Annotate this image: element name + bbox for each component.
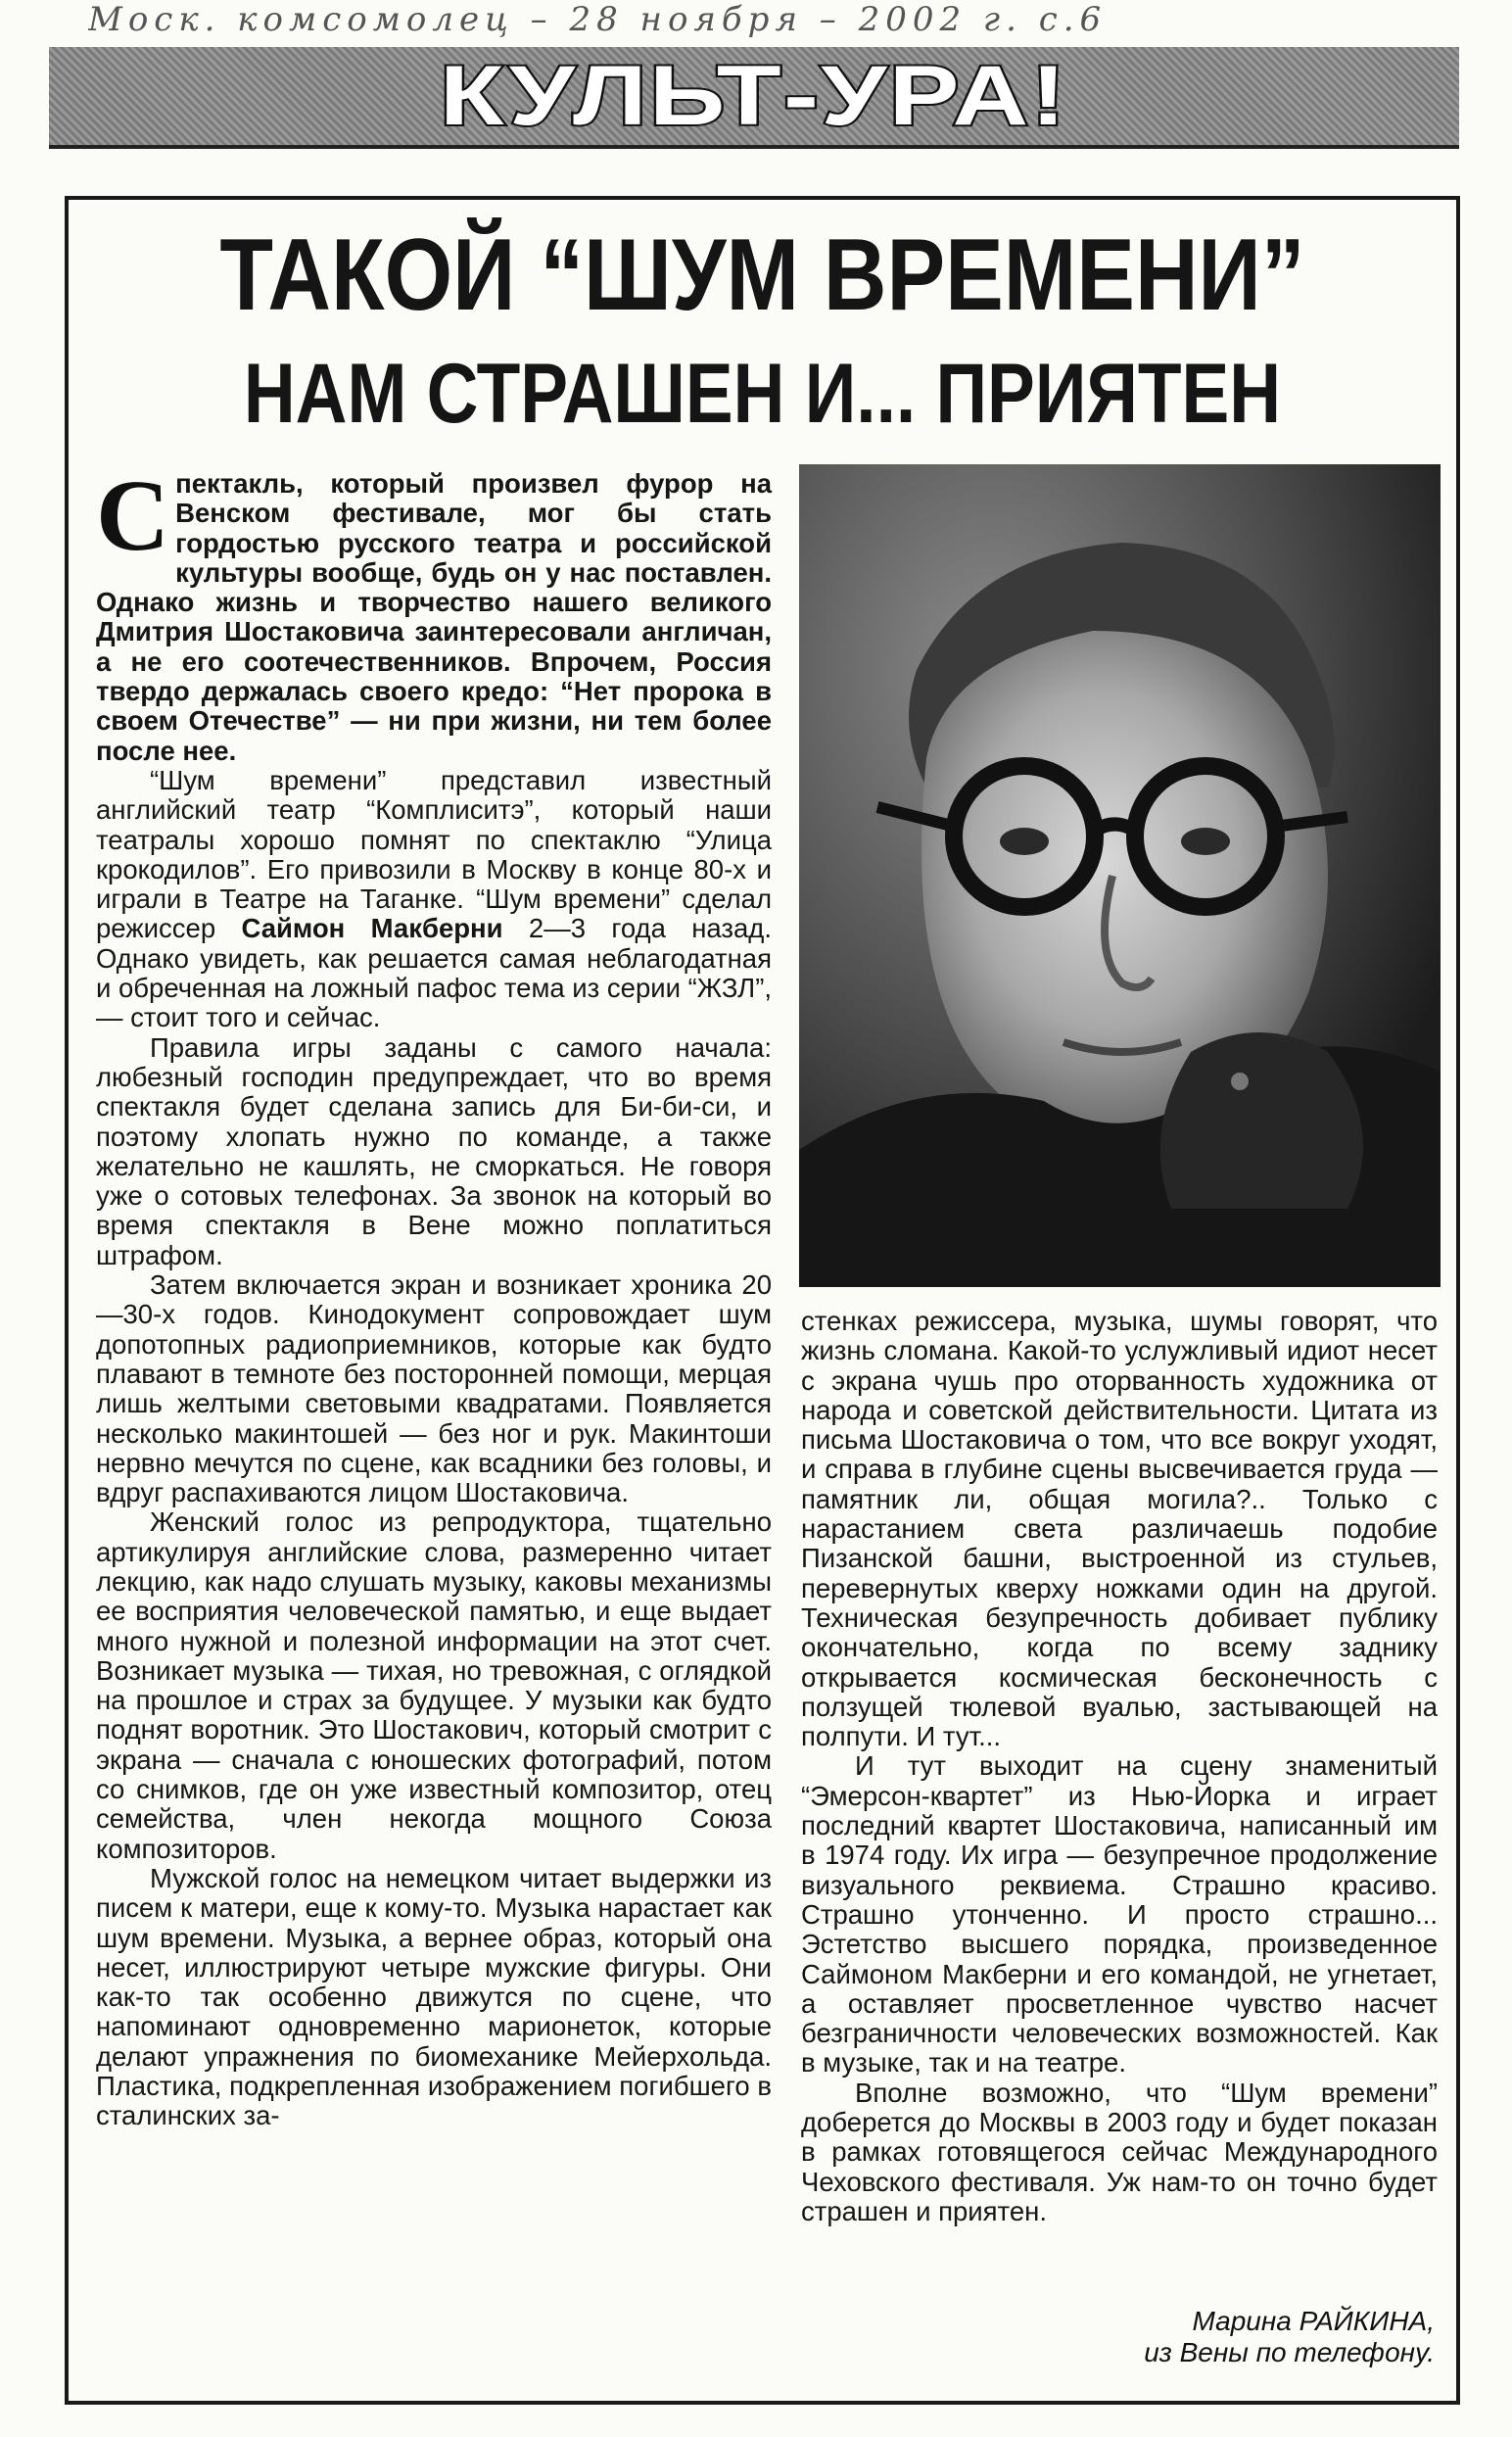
byline-location: из Вены по телефону. xyxy=(1144,2337,1435,2367)
article-column-left xyxy=(96,459,772,2374)
rubric-banner xyxy=(49,47,1459,149)
body-paragraph: Мужской голос на немецком читает выдержки из писем к матери, еще к кому-то. Музыка нарастает как шум времени. Музыка, а вернее образ, который она несет, иллюстрируют четыре мужские фигуры. Они как-то так особенно движутся по сцене, что напоминают одновременно марионеток, которые делают упражнения по биомеханике Мейерхольда. Пластика, подкрепленная изображением погибшего в сталинских за- xyxy=(96,1862,772,2131)
byline xyxy=(1043,2306,1435,2368)
rubric-title: КУЛЬТ-УРА! xyxy=(440,49,1068,143)
body-paragraph xyxy=(96,766,772,1033)
body-paragraph: Затем включается экран и возникает хроника 20—30-х годов. Кинодокумент сопровождает шум допотопных радиоприемников, которые как будто плавают в темноте без посторонней помощи, мерцая лишь желтыми световыми квадратами. Появляется несколько макинтошей — без ног и рук. Макинтоши нервно мечутся по сцене, как всадники без головы, и вдруг распахиваются лицом Шостаковича. xyxy=(96,1269,772,1508)
body-paragraph: Правила игры заданы с самого начала: любезный господин предупреждает, что во время спектакля будет сделана запись для Би-би-си, и поэтому хлопать нужно по команде, а также желательно не кашлять, не сморкаться. Не говоря уже о сотовых телефонах. За звонок на который во время спектакля в Вене можно поплатиться штрафом. xyxy=(96,1031,772,1270)
article-frame xyxy=(65,196,1460,2405)
paragraph-text: “Шум времени” представил известный английский театр “Комплиситэ”, который наши театралы хорошо помнят по спектаклю “Улица крокодилов”. Его привозили в Москву в конце 80-х и играли в Театре на Таганке. “Шум времени” сделал режиссер xyxy=(96,764,772,944)
handwritten-source-note: Моск. комсомолец – 28 ноября – 2002 г. с.6 xyxy=(88,0,1108,39)
director-name: Саймон Макберни xyxy=(241,913,503,944)
lead-paragraph xyxy=(96,459,772,766)
article-subheadline: НАМ СТРАШЕН И... ПРИЯТЕН xyxy=(243,347,1282,441)
article-column-right xyxy=(801,1307,1438,2355)
lead-text: пектакль, который произвел фурор на Венском фестивале, мог бы стать гордостью русского театра и российской культуры вообще, будь он у нас поставлен. Однако жизнь и творчество нашего великого Дмитрия Шостаковича заинтересовали англичан, а не его соотечественников. Впрочем, Россия твердо держалась своего кредо: “Нет пророка в своем Отечестве” — ни при жизни, ни тем более после нее. xyxy=(96,468,772,766)
body-paragraph: И тут выходит на сцену знаменитый “Эмерсон-квартет” из Нью-Йорка и играет последний квартет Шостаковича, написанный им в 1974 году. Их игра — безупречное продолжение визуального реквиема. Страшно красиво. Страшно утонченно. И просто страшно... Эстетство высшего порядка, произведенное Саймоном Макберни и его командой, не угнетает, а оставляет просветленное чувство насчет безграничности человеческих возможностей. Как в музыке, так и на театре. xyxy=(801,1750,1438,2079)
portrait-illustration xyxy=(799,464,1441,1287)
article-headline: ТАКОЙ “ШУМ ВРЕМЕНИ” xyxy=(219,218,1305,332)
body-paragraph: Вполне возможно, что “Шум времени” доберется до Москвы в 2003 году и будет показан в рамках готовящегося сейчас Международного Чеховского фестиваля. Уж нам-то он точно будет страшен и приятен. xyxy=(801,2077,1438,2226)
byline-author: Марина РАЙКИНА, xyxy=(1192,2306,1435,2336)
drop-cap: С xyxy=(96,459,170,572)
body-paragraph: Женский голос из репродуктора, тщательно артикулируя английские слова, размеренно читает лекцию, как надо слушать музыку, каковы механизмы ее восприятия человеческой памятью, и еще выдает много нужной и полезной информации на этот счет. Возникает музыка — тихая, но тревожная, с оглядкой на прошлое и страх за будущее. У музыки как будто поднят воротник. Это Шостакович, который смотрит с экрана — сначала с юношеских фотографий, потом со снимков, где он уже известный композитор, отец семейства, член некогда мощного Союза композиторов. xyxy=(96,1506,772,1864)
body-paragraph: стенках режиссера, музыка, шумы говорят, что жизнь сломана. Какой-то услужливый идиот несет с экрана чушь про оторванность художника от народа и советской действительности. Цитата из письма Шостаковича о том, что все вокруг уходят, и справа в глубине сцены высвечивается груда — памятник ли, общая могила?.. Только с нарастанием света различаешь подобие Пизанской башни, выстроенной из стульев, перевернутых кверху ножками один на другой. Техническая безупречность добивает публику окончательно, когда по всему заднику открывается космическая бесконечность с ползущей тюлевой вуалью, застывающей на полпути. И тут... xyxy=(801,1306,1438,1752)
paragraph-text: 2—3 года назад. Однако увидеть, как решается самая неблагодатная и обреченная на ложный пафос тема из серии “ЖЗЛ”, — стоит того и сейчас. xyxy=(96,913,772,1033)
shostakovich-photo xyxy=(799,464,1441,1287)
